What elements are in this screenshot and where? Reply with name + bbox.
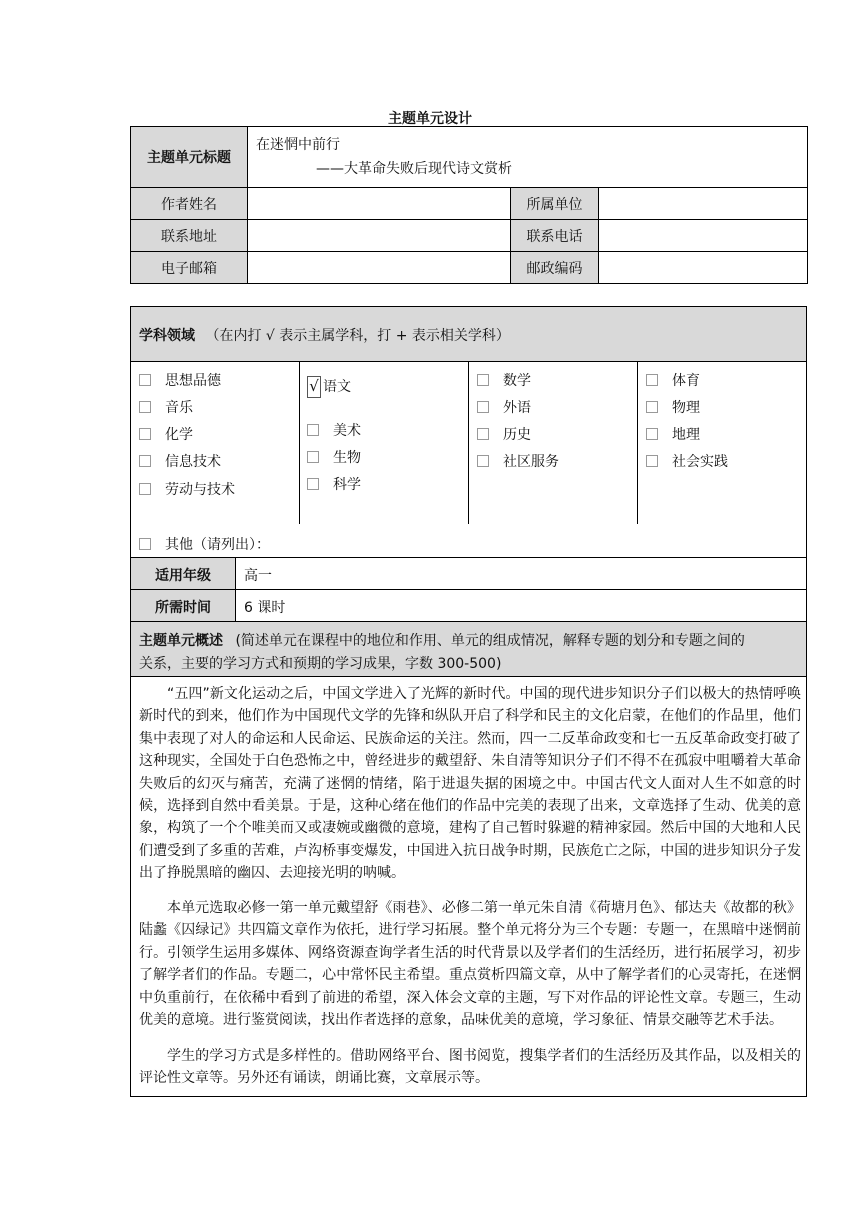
author-field[interactable]	[248, 188, 511, 220]
checkbox-icon[interactable]	[307, 451, 319, 463]
subject-option[interactable]: 音乐	[139, 397, 193, 417]
grade-label: 适用年级	[155, 568, 211, 584]
subject-option[interactable]: 社区服务	[477, 451, 559, 471]
checkbox-icon[interactable]	[646, 428, 658, 440]
checkbox-icon[interactable]	[307, 424, 319, 436]
postcode-label: 邮政编码	[511, 252, 599, 284]
column-divider	[637, 362, 638, 524]
overview-paragraph-1: “五四”新文化运动之后，中国文学进入了光辉的新时代。中国的现代进步知识分子们以极大的热情呼唤新时代的到来，他们作为中国现代文学的先锋和纵队开启了科学和民主的文化启蒙，在他们的作品里，他们集中表现了对人的命运和人民命运、民族命运的关注。然而，四一二反革命政变和七一五反革命政变打破了这种现实，全国处于白色恐怖之中，曾经进步的戴望舒、朱自清等知识分子们不得不在孤寂中咀嚼着大革命失败后的幻灭与痛苦，充满了迷惘的情绪，陷于进退失据的困境之中。中国古代文人面对人生不如意的时候，选择到自然中看美景。于是，这种心绪在他们的作品中完美的表现了出来，文章选择了生动、优美的意象，构筑了一个个唯美而又或凄婉或幽微的意境，建构了自己暂时躲避的精神家园。然后中国的大地和人民们遭受到了多重的苦难，卢沟桥事变爆发，中国进入抗日战争时期，民族危亡之际，中国的进步知识分子发出了挣脱黑暗的幽囚、去迎接光明的呐喊。	[139, 686, 801, 882]
checkbox-icon[interactable]	[307, 478, 319, 490]
checkbox-icon[interactable]	[139, 455, 151, 467]
document-title: 主题单元设计	[388, 111, 472, 127]
subject-option[interactable]: 体育	[646, 370, 700, 390]
subtitle-value: ——大革命失败后现代诗文赏析	[316, 161, 512, 177]
subject-option-other[interactable]: 其他（请列出）：	[139, 534, 270, 554]
unit-label: 所属单位	[511, 188, 599, 220]
address-field[interactable]	[248, 220, 511, 252]
email-label: 电子邮箱	[131, 252, 248, 284]
checkbox-icon[interactable]	[139, 401, 151, 413]
checkmark-icon[interactable]: √	[307, 376, 321, 398]
design-frame	[130, 306, 807, 1097]
overview-paragraph-2: 本单元选取必修一第一单元戴望舒《雨巷》、必修二第一单元朱自清《荷塘月色》、郁达夫《故都的秋》陆蠡《囚绿记》共四篇文章作为依托，进行学习拓展。整个单元将分为三个专题：专题一，在黑暗中迷惘前行。引领学生运用多媒体、网络资源查询学者生活的时代背景以及学者们的生活经历，进行拓展学习，初步了解学者们的作品。专题二，心中常怀民主希望。重点赏析四篇文章，从中了解学者们的心灵寄托，在迷惘中负重前行，在依稀中看到了前进的希望，深入体会文章的主题，写下对作品的评论性文章。专题三，生动优美的意境。进行鉴赏阅读，找出作者选择的意象，品味优美的意境，学习象征、情景交融等艺术手法。	[139, 900, 801, 1029]
subject-option[interactable]: 化学	[139, 424, 193, 444]
phone-field[interactable]	[599, 220, 808, 252]
subject-option[interactable]: 科学	[307, 474, 361, 494]
title-label: 主题单元标题	[131, 127, 248, 188]
checkbox-icon[interactable]	[477, 428, 489, 440]
phone-label: 联系电话	[511, 220, 599, 252]
subject-hint: （在内打 √ 表示主属学科，打 + 表示相关学科）	[205, 328, 510, 344]
address-label: 联系地址	[131, 220, 248, 252]
title-cell	[248, 127, 808, 188]
checkbox-icon[interactable]	[139, 483, 151, 495]
subject-option[interactable]: 外语	[477, 397, 531, 417]
subject-option[interactable]: 地理	[646, 424, 700, 444]
column-divider	[468, 362, 469, 524]
column-divider	[299, 362, 300, 524]
grade-value: 高一	[244, 568, 272, 584]
overview-hint-line2: 关系，主要的学习方式和预期的学习成果，字数 300-500)	[139, 656, 502, 672]
checkbox-icon[interactable]	[477, 374, 489, 386]
checkbox-icon[interactable]	[646, 455, 658, 467]
email-field[interactable]	[248, 252, 511, 284]
title-value: 在迷惘中前行	[256, 137, 340, 153]
checkbox-icon[interactable]	[139, 428, 151, 440]
subject-option[interactable]: 劳动与技术	[139, 479, 235, 499]
subject-option[interactable]: 信息技术	[139, 451, 221, 471]
checkbox-icon[interactable]	[646, 374, 658, 386]
subject-label: 学科领域	[139, 328, 195, 344]
subject-header-text	[139, 325, 510, 345]
checkbox-icon[interactable]	[139, 538, 151, 550]
checkbox-icon[interactable]	[139, 374, 151, 386]
unit-field[interactable]	[599, 188, 808, 220]
subject-option[interactable]: 数学	[477, 370, 531, 390]
subject-option[interactable]: 美术	[307, 420, 361, 440]
subject-option[interactable]: 物理	[646, 397, 700, 417]
time-value: 6 课时	[244, 600, 286, 616]
overview-hint: (简述单元在课程中的地位和作用、单元的组成情况，解释专题的划分和专题之间的	[235, 633, 745, 649]
overview-header-line1	[139, 630, 745, 650]
checkbox-icon[interactable]	[477, 401, 489, 413]
postcode-field[interactable]	[599, 252, 808, 284]
overview-paragraph-3: 学生的学习方式是多样性的。借助网络平台、图书阅览，搜集学者们的生活经历及其作品，以及相关的评论性文章等。另外还有诵读，朗诵比赛，文章展示等。	[139, 1048, 801, 1087]
time-label: 所需时间	[155, 600, 211, 616]
info-table	[130, 126, 808, 284]
subject-option[interactable]: 历史	[477, 424, 531, 444]
subject-option[interactable]: 思想品德	[139, 370, 221, 390]
subject-option[interactable]: 社会实践	[646, 451, 728, 471]
author-label: 作者姓名	[131, 188, 248, 220]
subject-option[interactable]: 生物	[307, 447, 361, 467]
subject-option-checked[interactable]: √ 语文	[307, 376, 351, 398]
overview-label: 主题单元概述	[139, 633, 223, 649]
checkbox-icon[interactable]	[646, 401, 658, 413]
checkbox-icon[interactable]	[477, 455, 489, 467]
